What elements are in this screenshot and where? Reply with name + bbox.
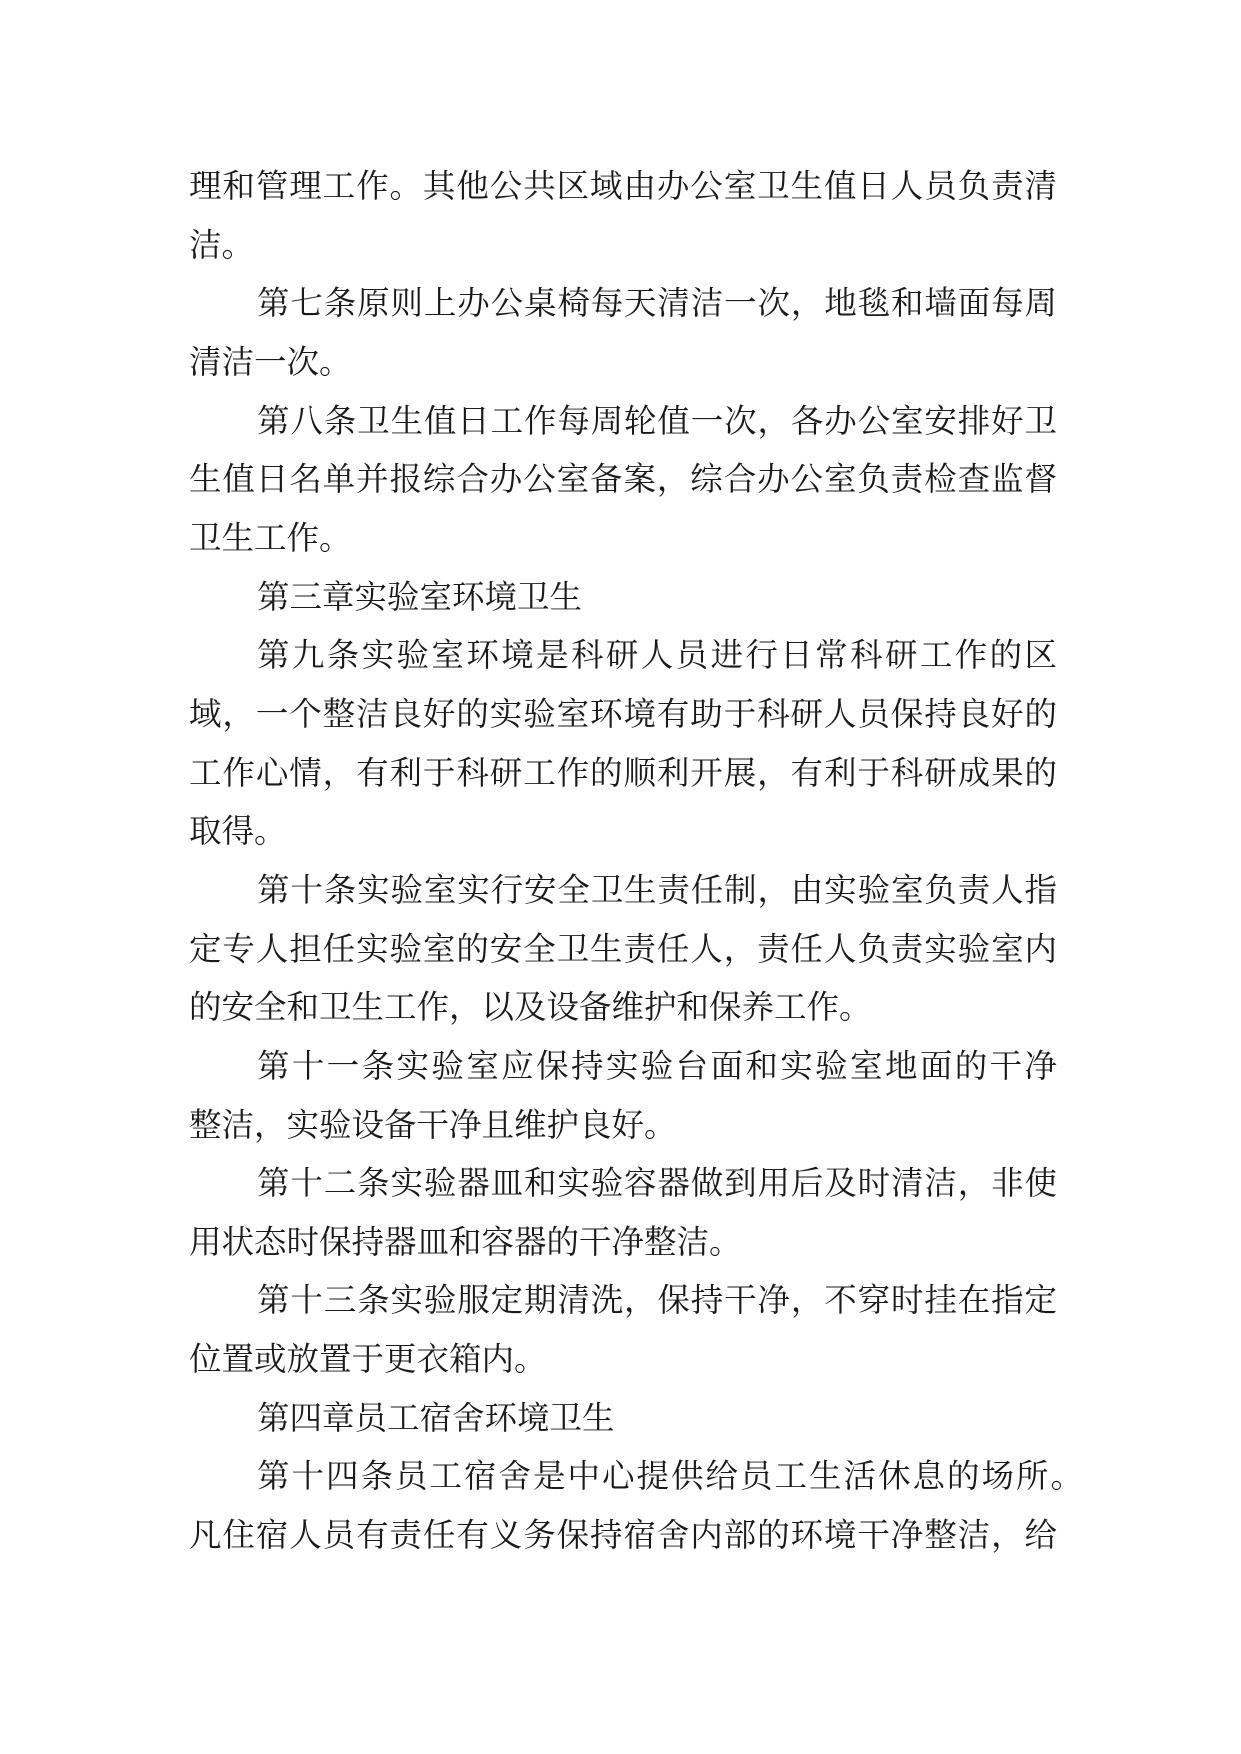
paragraph [189, 1271, 1057, 1388]
text-line: 整洁，实验设备干净且维护良好。 [189, 1105, 677, 1144]
text-line: 凡住宿人员有责任有义务保持宿舍内部的环境干净整洁，给 [189, 1516, 1057, 1555]
text-line: 第九条实验室环境是科研人员进行日常科研工作的区 [257, 636, 1057, 675]
paragraph [189, 157, 1057, 274]
text-line: 第十四条员工宿舍是中心提供给员工生活休息的场所。 [257, 1457, 1083, 1496]
chapter-heading [189, 1389, 1057, 1448]
text-line: 第三章实验室环境卫生 [257, 577, 583, 616]
text-line: 第十条实验室实行安全卫生责任制，由实验室负责人指 [257, 870, 1057, 909]
text-line: 第十一条实验室应保持实验台面和实验室地面的干净 [257, 1046, 1057, 1085]
text-line: 定专人担任实验室的安全卫生责任人，责任人负责实验室内 [189, 929, 1057, 968]
chapter-heading [189, 568, 1057, 627]
text-line: 取得。 [189, 812, 287, 851]
text-line: 第十二条实验器皿和实验容器做到用后及时清洁，非使 [257, 1164, 1057, 1203]
document-body [189, 157, 1083, 1565]
text-line: 用状态时保持器皿和容器的干净整洁。 [189, 1222, 742, 1261]
text-line: 第四章员工宿舍环境卫生 [257, 1398, 615, 1437]
paragraph [189, 1037, 1057, 1154]
text-line: 第八条卫生值日工作每周轮值一次，各办公室安排好卫 [257, 401, 1057, 440]
text-line: 第七条原则上办公桌椅每天清洁一次，地毯和墙面每周 [257, 284, 1057, 323]
text-line: 工作心情，有利于科研工作的顺利开展，有利于科研成果的 [189, 753, 1057, 792]
text-line: 理和管理工作。其他公共区域由办公室卫生值日人员负责清 [189, 167, 1057, 205]
paragraph [189, 1447, 1083, 1564]
text-line: 的安全和卫生工作，以及设备维护和保养工作。 [189, 988, 872, 1027]
text-line: 位置或放置于更衣箱内。 [189, 1340, 547, 1379]
text-line: 卫生工作。 [189, 518, 352, 557]
paragraph [189, 861, 1057, 1037]
paragraph [189, 392, 1057, 568]
text-line: 洁。 [189, 225, 255, 264]
paragraph [189, 626, 1057, 861]
text-line: 域，一个整洁良好的实验室环境有助于科研人员保持良好的 [189, 694, 1057, 733]
paragraph [189, 274, 1057, 391]
text-line: 生值日名单并报综合办公室备案，综合办公室负责检查监督 [189, 460, 1057, 499]
paragraph [189, 1154, 1057, 1271]
text-line: 清洁一次。 [189, 342, 352, 381]
text-line: 第十三条实验服定期清洗，保持干净，不穿时挂在指定 [257, 1281, 1057, 1320]
